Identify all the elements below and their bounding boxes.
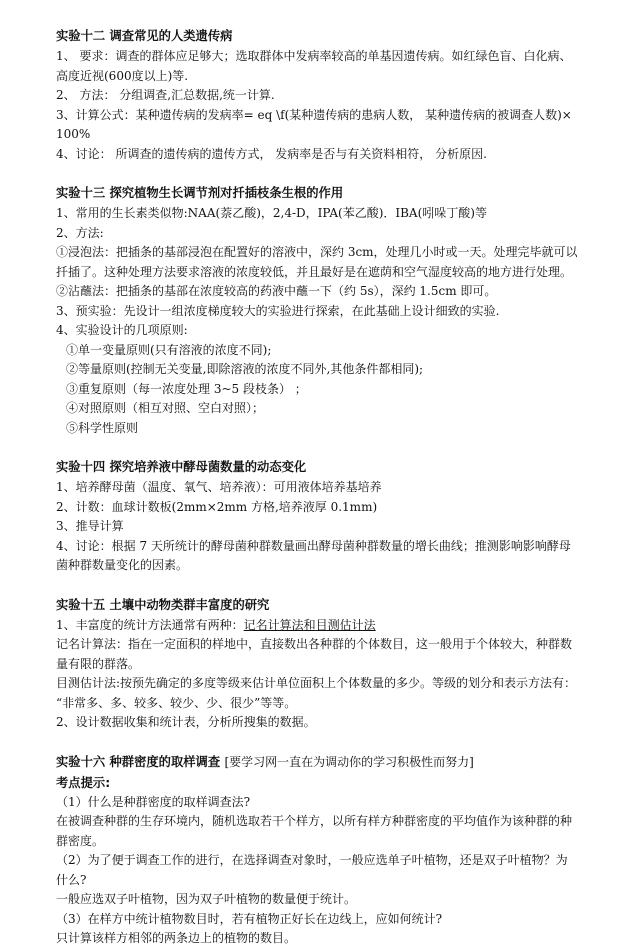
underlined-connector: 和	[303, 617, 316, 632]
answer-line: 在被调查种群的生存环境内，随机选取若干个样方，以所有样方种群密度的平均值作为该种群的种	[56, 814, 573, 828]
key-points-heading: 考点提示:	[56, 775, 111, 790]
text-line: 2、设计数据收集和统计表，分析所搜集的数据。	[56, 715, 316, 729]
text-line: 2、计数：血球计数板(2mm×2mm 方格,培养液厚 0.1mm)	[56, 499, 378, 514]
section-experiment-14	[56, 457, 612, 576]
section-title	[56, 752, 612, 773]
text-line: 4、实验设计的几项原则:	[56, 323, 188, 337]
text-line: ②沾蘸法：把插条的基部在浓度较高的药液中蘸一下（约 5s），深约 1.5cm 即可。	[56, 284, 497, 298]
principle-item: ②等量原则(控制无关变量,即除溶液的浓度不同外,其他条件都相同);	[66, 362, 424, 376]
text-fragment: 1、丰富度的统计方法通常有两种：	[56, 617, 244, 632]
section-experiment-15	[56, 595, 612, 733]
formula-line: 3、计算公式：某种遗传病的发病率= eq \f(某种遗传病的患病人数， 某种遗传病的被调查人数)×	[56, 107, 572, 122]
principle-item: ③重复原则（每一浓度处理 3~5 段枝条） ；	[66, 381, 307, 396]
question-line: （3）在样方中统计植物数目时，若有植物正好长在边线上，应如何统计?	[56, 911, 443, 926]
section-title: 实验十二 调查常见的人类遗传病	[56, 29, 233, 43]
section-experiment-16	[56, 752, 612, 949]
text-line: 量有限的群落。	[56, 656, 141, 671]
text-line: ①浸泡法：把插条的基部浸泡在配置好的溶液中，深约 3cm，处理几小时或一天。处理完毕就可以	[56, 245, 578, 259]
text-line: 记名计算法：指在一定面积的样地中，直接数出各种群的个体数目，这一般用于个体较大，种群数	[56, 637, 573, 651]
answer-line: 群密度。	[56, 833, 105, 848]
text-line: 1、常用的生长素类似物:NAA(萘乙酸)，2,4-D，IPA(苯乙酸)．IBA(吲哚丁酸)等	[56, 206, 487, 220]
answer-line: 只计算该样方相邻的两条边上的植物的数目。	[56, 931, 297, 945]
text-line: 菌种群数量变化的因素。	[56, 558, 189, 572]
question-line: 什么?	[56, 872, 87, 887]
text-line: 2、 方法： 分组调查,汇总数据,统一计算.	[56, 88, 275, 102]
text-line: 4、讨论：根据 7 天所统计的酵母菌种群数量画出酵母菌种群数量的增长曲线；推测影响影响酵母	[56, 538, 571, 553]
underlined-term: 目测估计法	[315, 617, 376, 632]
section-experiment-13	[56, 183, 612, 438]
text-line: 100%	[56, 127, 91, 141]
answer-line: 一般应选双子叶植物，因为双子叶植物的数量便于统计。	[56, 892, 357, 906]
text-line: 3、预实验：先设计一组浓度梯度较大的实验进行探索，在此基础上设计细致的实验.	[56, 303, 500, 318]
text-line	[56, 616, 612, 636]
principle-item: ④对照原则（相互对照、空白对照）；	[66, 401, 265, 415]
text-line: 1、培养酵母菌（温度、氧气、培养液）：可用液体培养基培养	[56, 480, 382, 494]
text-line: 扦插了。这种处理方法要求溶液的浓度较低，并且最好是在遮荫和空气湿度较高的地方进行处理。	[56, 264, 573, 279]
text-line: 1、 要求：调查的群体应足够大；选取群体中发病率较高的单基因遗传病。如红绿色盲、白化病、	[56, 49, 572, 63]
principle-item: ①单一变量原则(只有溶液的浓度不同);	[66, 342, 272, 357]
text-line: 4、讨论： 所调查的遗传病的遗传方式， 发病率是否与有关资料相符， 分析原因.	[56, 146, 487, 161]
text-line: “非常多、多、较多、较少、少、很少”等等。	[56, 695, 297, 710]
text-line: 高度近视(600度以上)等.	[56, 68, 189, 83]
question-line: （2）为了便于调查工作的进行，在选择调查对象时，一般应选单子叶植物，还是双子叶植物？为	[56, 853, 568, 867]
question-line: （1）什么是种群密度的取样调查法?	[56, 794, 251, 809]
section-title: 实验十三 探究植物生长调节剂对扦插枝条生根的作用	[56, 186, 344, 200]
text-line: 2、方法:	[56, 225, 104, 240]
section-title: 实验十四 探究培养液中酵母菌数量的动态变化	[56, 460, 307, 474]
text-line: 3、推导计算	[56, 519, 124, 533]
title-note: [要学习网一直在为调动你的学习积极性而努力]	[224, 754, 474, 769]
section-title: 实验十五 土壤中动物类群丰富度的研究	[56, 597, 270, 612]
section-experiment-12	[56, 26, 612, 164]
title-text: 实验十六 种群密度的取样调查	[56, 754, 221, 769]
text-line: 目测估计法:按预先确定的多度等级来估计单位面积上个体数量的多少。等级的划分和表示方法有：	[56, 676, 577, 690]
underlined-term: 记名计算法	[243, 617, 304, 632]
principle-item: ⑤科学性原则	[66, 420, 139, 435]
